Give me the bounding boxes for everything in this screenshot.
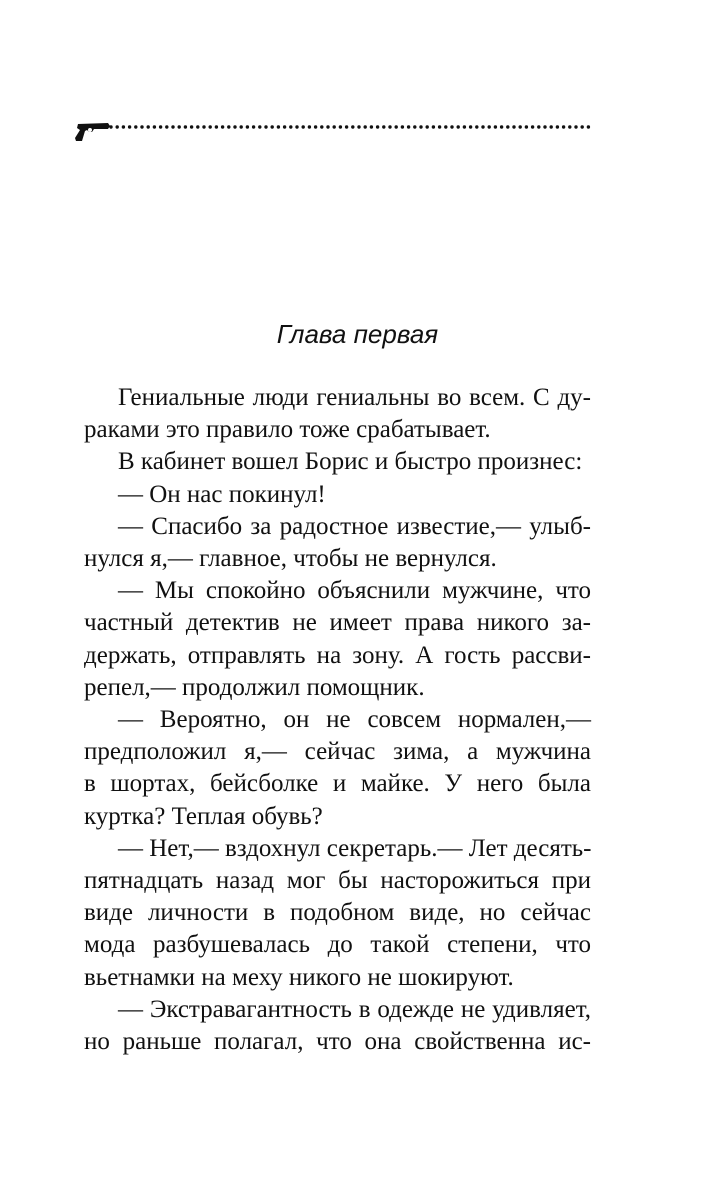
text-line: пятнадцать назад мог бы насторожиться при xyxy=(84,867,591,894)
pistol-icon xyxy=(74,118,114,144)
text-line: куртка? Теплая обувь? xyxy=(84,802,323,830)
text-line: вьетнамки на меху никого не шокируют. xyxy=(84,963,514,991)
text-line: репел,— продолжил помощник. xyxy=(84,673,425,701)
text-line: раками это правило тоже срабатывает. xyxy=(84,416,491,444)
text-line: В кабинет вошел Борис и быстро произнес: xyxy=(118,448,583,476)
text-line: — Он нас покинул! xyxy=(118,480,326,508)
text-line: нулся я,— главное, чтобы не вернулся. xyxy=(84,545,497,572)
text-line: держать, отправлять на зону. А гость рассви- xyxy=(84,641,591,669)
text-line: — Нет,— вздохнул секретарь.— Лет десять- xyxy=(118,834,592,862)
header-ornament xyxy=(74,116,594,146)
text-line: предположил я,— сейчас зима, а мужчина xyxy=(84,738,591,766)
text-line: в шортах, бейсболке и майке. У него была xyxy=(84,770,591,798)
text-line: — Вероятно, он не совсем нормален,— xyxy=(118,706,591,733)
text-line: — Спасибо за радостное известие,— улыб- xyxy=(118,512,591,540)
text-line: Гениальные люди гениальны во всем. С ду- xyxy=(118,384,591,411)
dotted-rule xyxy=(108,124,594,130)
text-line: — Мы спокойно объяснили мужчине, что xyxy=(118,577,591,605)
text-line: — Экстравагантность в одежде не удивляет, xyxy=(118,995,591,1023)
text-line: но раньше полагал, что она свойственна ис- xyxy=(84,1028,591,1055)
text-line: виде личности в подобном виде, но сейчас xyxy=(84,899,591,927)
text-line: частный детектив не имеет права никого за- xyxy=(84,609,591,637)
text-line: мода разбушевалась до такой степени, что xyxy=(84,931,591,959)
chapter-title: Глава первая xyxy=(276,319,439,349)
